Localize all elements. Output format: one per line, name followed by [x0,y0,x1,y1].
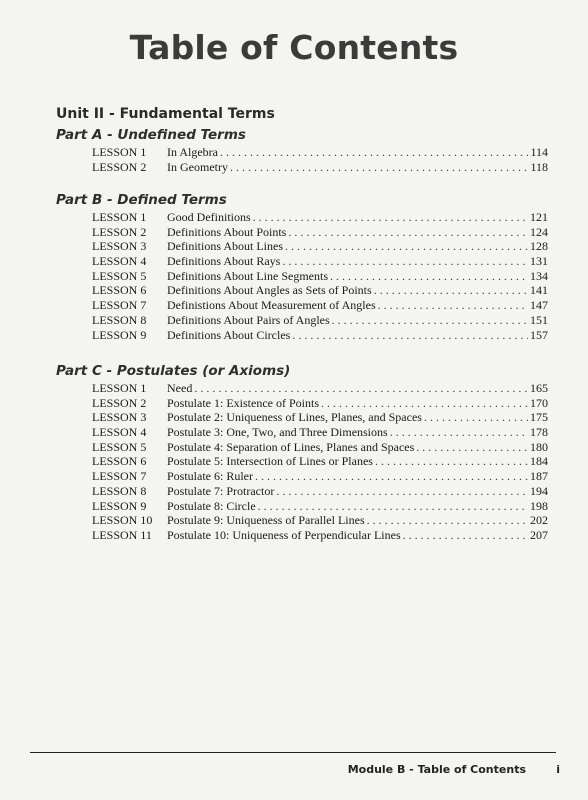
dot-leader [285,239,528,254]
toc-entry[interactable] [92,269,548,284]
lesson-number: LESSON 7 [92,298,147,313]
toc-entry[interactable] [92,410,548,425]
dot-leader [330,269,528,284]
lesson-title: Postulate 3: One, Two, and Three Dimensions [167,425,388,440]
page-number: 207 [530,527,548,542]
lesson-title: Definistions About Measurement of Angles [167,298,376,313]
lesson-number: LESSON 8 [92,312,147,327]
dot-leader [375,454,528,469]
dot-leader [378,298,528,313]
lesson-number: LESSON 7 [92,469,147,484]
lesson-number: LESSON 3 [92,239,147,254]
page-number: 157 [530,327,548,342]
lesson-number: LESSON 5 [92,268,147,283]
lesson-number: LESSON 2 [92,395,147,410]
part-a-section [56,125,548,174]
lesson-title: Postulate 8: Circle [167,498,256,513]
lesson-title: Definitions About Circles [167,327,291,342]
dot-leader [332,313,528,328]
page-number: 151 [530,312,548,327]
toc-entry[interactable] [92,381,548,396]
dot-leader [258,499,528,514]
lesson-number: LESSON 2 [92,159,147,174]
lesson-number: LESSON 3 [92,410,147,425]
lesson-title: Postulate 10: Uniqueness of Perpendicular Lines [167,527,401,542]
dot-leader [220,145,528,160]
page-number: 175 [530,410,548,425]
part-title: Part C - Postulates (or Axioms) [56,363,291,379]
page-number: 198 [530,498,548,513]
dot-leader [255,469,528,484]
toc-entry[interactable] [92,145,548,160]
lesson-title: Need [167,381,193,395]
lesson-number: LESSON 8 [92,483,147,498]
dot-leader [194,381,528,396]
lesson-number: LESSON 4 [92,254,147,269]
lesson-title: Definitions About Angles as Sets of Points [167,283,372,298]
lesson-title: In Algebra [167,145,218,159]
toc-entry[interactable] [92,513,548,528]
page-number: 114 [530,145,548,159]
toc-entry[interactable] [92,484,548,499]
lesson-title: Postulate 7: Protractor [167,483,275,498]
page-number: 147 [530,298,548,313]
toc-entry[interactable] [92,239,548,254]
dot-leader [292,328,528,343]
toc-entry[interactable] [92,499,548,514]
page-number: 178 [530,425,548,440]
page-number: 118 [530,159,548,174]
dot-leader [390,425,528,440]
part-title: Part A - Undefined Terms [56,127,246,143]
part-b-section [56,190,548,342]
lesson-title: Definitions About Line Segments [167,268,328,283]
toc-entry[interactable] [92,210,548,225]
dot-leader [424,410,528,425]
page-title: Table of Contents [129,28,459,67]
page-number: 180 [530,439,548,454]
toc-entry[interactable] [92,298,548,313]
lesson-title: Postulate 2: Uniqueness of Lines, Planes, and Spaces [167,410,422,425]
lesson-number: LESSON 1 [92,210,147,224]
lesson-title: Good Definitions [167,210,251,224]
lesson-title: Postulate 4: Separation of Lines, Planes and Spaces [167,439,415,454]
lesson-number: LESSON 9 [92,498,147,513]
lesson-number: LESSON 10 [92,513,153,528]
lesson-title: Postulate 6: Ruler [167,469,253,484]
lesson-title: Definitions About Pairs of Angles [167,312,330,327]
toc-entry[interactable] [92,469,548,484]
page-number: 121 [530,210,548,224]
toc-entry[interactable] [92,313,548,328]
toc-entry[interactable] [92,440,548,455]
lesson-number: LESSON 1 [92,145,147,159]
toc-entry[interactable] [92,328,548,343]
lesson-number: LESSON 9 [92,327,147,342]
lesson-title: Definitions About Lines [167,239,283,254]
page-number: 165 [530,381,548,395]
page-number: 141 [530,283,548,298]
page-number: 184 [530,454,548,469]
lesson-number: LESSON 6 [92,454,147,469]
dot-leader [367,513,528,528]
dot-leader [288,225,528,240]
dot-leader [282,254,528,269]
toc-entry[interactable] [92,283,548,298]
footer-page-number: i [556,763,560,776]
toc-entry[interactable] [92,396,548,411]
footer-title: Module B - Table of Contents [347,763,526,776]
lesson-title: Definitions About Points [167,224,287,239]
dot-leader [374,283,528,298]
lesson-title: Definitions About Rays [167,254,281,269]
toc-entry[interactable] [92,454,548,469]
toc-entry[interactable] [92,160,548,175]
dot-leader [403,528,528,543]
page-number: 124 [530,224,548,239]
dot-leader [276,484,528,499]
footer-divider [30,752,556,753]
page-number: 202 [530,513,548,528]
lesson-title: Postulate 5: Intersection of Lines or Planes [167,454,373,469]
part-c-section [56,361,548,543]
unit-title: Unit II - Fundamental Terms [56,106,275,122]
page-number: 134 [530,268,548,283]
dot-leader [230,160,528,175]
lesson-title: In Geometry [167,159,228,174]
page-number: 194 [530,483,548,498]
lesson-number: LESSON 1 [92,381,147,395]
lesson-title: Postulate 9: Uniqueness of Parallel Lines [167,513,365,528]
lesson-number: LESSON 4 [92,425,147,440]
toc-entry[interactable] [92,528,548,543]
lesson-number: LESSON 5 [92,439,147,454]
lesson-number: LESSON 6 [92,283,147,298]
page-number: 128 [530,239,548,254]
toc-entry[interactable] [92,254,548,269]
page-number: 187 [530,469,548,484]
page-number: 170 [530,395,548,410]
lesson-number: LESSON 2 [92,224,147,239]
part-title: Part B - Defined Terms [56,192,227,208]
dot-leader [321,396,528,411]
lesson-title: Postulate 1: Existence of Points [167,395,319,410]
dot-leader [253,210,528,225]
lesson-number: LESSON 11 [92,527,152,542]
toc-entry[interactable] [92,425,548,440]
page-number: 131 [530,254,548,269]
dot-leader [416,440,528,455]
toc-entry[interactable] [92,225,548,240]
